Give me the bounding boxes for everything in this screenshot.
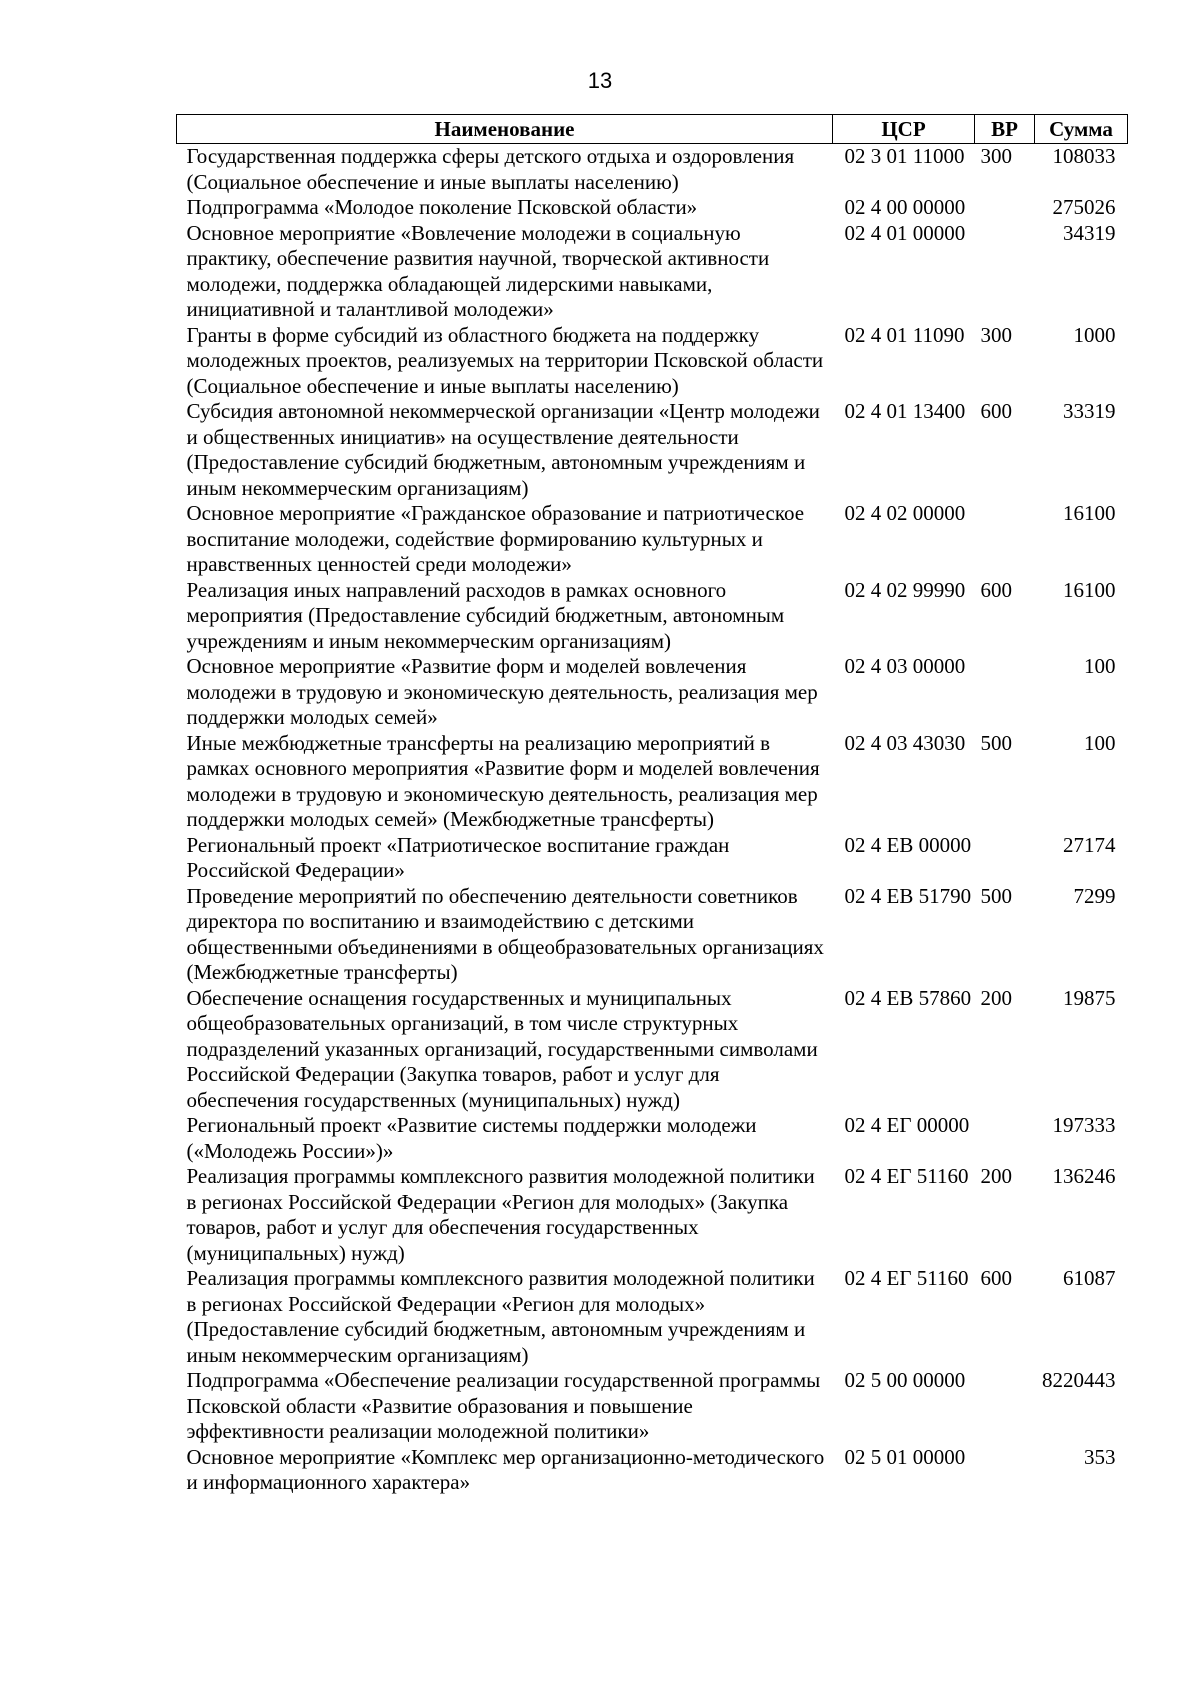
- table-row: [177, 323, 1128, 400]
- row-sum-cell: 136246: [1052, 1164, 1116, 1188]
- header-vr: ВР: [975, 115, 1035, 144]
- table-row: [177, 578, 1128, 655]
- row-code-cell: 02 4 ЕГ 00000: [844, 1113, 970, 1137]
- row-name-cell: Основное мероприятие «Вовлечение молодежи в социальную практику, обеспечение развития научной, творческой активности молодежи, поддержка обладающей лидерскими навыками, инициативной и талантливой молодежи»: [186, 220, 770, 321]
- row-vr-cell: 500: [980, 883, 1012, 908]
- row-code-cell: 02 5 00 00000: [844, 1368, 966, 1392]
- row-name-cell: Государственная поддержка сферы детского отдыха и оздоровления (Социальное обеспечение и иные выплаты населению): [186, 144, 795, 194]
- row-vr-cell: [975, 654, 1035, 731]
- row-name-cell: Реализация программы комплексного развития молодежной политики в регионах Российской Федерации «Регион для молодых» (Предоставление субсидий бюджетным, автономным учреждениям и иным некоммерческим организациям): [186, 1266, 815, 1367]
- row-code-cell: 02 3 01 11000: [844, 144, 965, 168]
- row-name-cell: Основное мероприятие «Комплекс мер организационно-методического и информационного характера»: [186, 1444, 825, 1494]
- row-sum-cell: 19875: [1063, 985, 1116, 1010]
- row-code-cell: 02 4 ЕГ 51160: [844, 1164, 969, 1188]
- row-name-cell: Проведение мероприятий по обеспечению деятельности советников директора по воспитанию и взаимодействию с детскими общественными объединениями в общеобразовательных организациях (Межбюджетные трансферты): [186, 883, 824, 984]
- row-sum-cell: 100: [1084, 654, 1116, 678]
- row-name-cell: Субсидия автономной некоммерческой организации «Центр молодежи и общественных инициатив» на осуществление деятельности (Предоставление субсидий бюджетным, автономным учреждениям и иным некоммерческим организациям): [186, 399, 820, 500]
- row-sum-cell: 100: [1084, 730, 1116, 755]
- row-vr-cell: [975, 1368, 1035, 1445]
- row-name-cell: Основное мероприятие «Развитие форм и моделей вовлечения молодежи в трудовую и экономическую деятельность, реализация мер поддержки молодых семей»: [186, 654, 818, 729]
- table-row: [177, 1113, 1128, 1164]
- row-name-cell: Региональный проект «Патриотическое воспитание граждан Российской Федерации»: [186, 832, 730, 882]
- table-row: [177, 1445, 1128, 1496]
- row-vr-cell: 600: [980, 399, 1012, 423]
- row-code-cell: 02 4 03 00000: [844, 654, 966, 678]
- row-name-cell: Реализация иных направлений расходов в рамках основного мероприятия (Предоставление субсидий бюджетным, автономным учреждениям и иным некоммерческим организациям): [186, 577, 785, 653]
- header-name: Наименование: [177, 115, 833, 144]
- table-row: [177, 1368, 1128, 1445]
- row-sum-cell: 7299: [1073, 883, 1116, 908]
- row-vr-cell: [975, 501, 1035, 578]
- table-row: [177, 1164, 1128, 1266]
- row-vr-cell: [975, 221, 1035, 323]
- row-code-cell: 02 4 00 00000: [844, 195, 966, 219]
- row-sum-cell: 1000: [1073, 322, 1116, 347]
- table-row: [177, 501, 1128, 578]
- table-row: [177, 221, 1128, 323]
- table-row: [177, 731, 1128, 833]
- row-sum-cell: 61087: [1063, 1266, 1116, 1290]
- table-header-row: [177, 115, 1128, 144]
- table-row: [177, 399, 1128, 501]
- table-row: [177, 654, 1128, 731]
- table-row: [177, 986, 1128, 1114]
- row-name-cell: Обеспечение оснащения государственных и муниципальных общеобразовательных организаций, в том числе структурных подразделений указанных организаций, государственными символами Российской Федерации (Закупка товаров, работ и услуг для обеспечения государственных (муниципальных) нужд): [186, 985, 818, 1112]
- row-name-cell: Гранты в форме субсидий из областного бюджета на поддержку молодежных проектов, реализуемых на территории Псковской области (Социальное обеспечение и иные выплаты населению): [186, 322, 824, 398]
- row-code-cell: 02 4 ЕВ 57860: [844, 985, 972, 1010]
- row-code-cell: 02 4 02 00000: [844, 501, 966, 525]
- row-sum-cell: 353: [1084, 1444, 1116, 1469]
- row-name-cell: Региональный проект «Развитие системы поддержки молодежи («Молодежь России»)»: [186, 1113, 757, 1163]
- row-sum-cell: 8220443: [1042, 1368, 1116, 1392]
- row-vr-cell: [975, 833, 1035, 884]
- table-row: [177, 833, 1128, 884]
- page-number: 13: [587, 68, 613, 93]
- row-name-cell: Основное мероприятие «Гражданское образование и патриотическое воспитание молодежи, содействие формированию культурных и нравственных ценностей среди молодежи»: [186, 501, 805, 576]
- row-vr-cell: 200: [980, 985, 1012, 1010]
- row-vr-cell: [975, 1113, 1035, 1164]
- row-sum-cell: 16100: [1063, 577, 1116, 602]
- row-name-cell: Подпрограмма «Молодое поколение Псковской области»: [186, 195, 698, 219]
- row-code-cell: 02 4 02 99990: [844, 577, 966, 602]
- row-vr-cell: 300: [980, 144, 1012, 168]
- row-code-cell: 02 5 01 00000: [844, 1444, 966, 1469]
- row-code-cell: 02 4 ЕВ 51790: [844, 883, 972, 908]
- row-sum-cell: 197333: [1052, 1113, 1116, 1137]
- budget-table: [176, 114, 1128, 1496]
- row-name-cell: Реализация программы комплексного развития молодежной политики в регионах Российской Федерации «Регион для молодых» (Закупка товаров, работ и услуг для обеспечения государственных (муниципальных) нужд): [186, 1164, 815, 1265]
- row-sum-cell: 33319: [1063, 399, 1116, 423]
- table-row: [177, 144, 1128, 196]
- row-code-cell: 02 4 ЕГ 51160: [844, 1266, 969, 1290]
- table-row: [177, 884, 1128, 986]
- row-code-cell: 02 4 01 00000: [844, 220, 966, 245]
- row-sum-cell: 16100: [1063, 501, 1116, 525]
- table-row: [177, 195, 1128, 221]
- row-vr-cell: [975, 195, 1035, 221]
- row-code-cell: 02 4 ЕВ 00000: [844, 832, 972, 857]
- row-name-cell: Иные межбюджетные трансферты на реализацию мероприятий в рамках основного мероприятия «Развитие форм и моделей вовлечения молодежи в трудовую и экономическую деятельность, реализация мер поддержки молодых семей» (Межбюджетные трансферты): [186, 730, 820, 831]
- row-code-cell: 02 4 03 43030: [844, 730, 966, 755]
- row-sum-cell: 27174: [1063, 832, 1116, 857]
- row-code-cell: 02 4 01 11090: [844, 322, 965, 347]
- row-vr-cell: 600: [980, 1266, 1012, 1290]
- row-sum-cell: 108033: [1052, 144, 1116, 168]
- row-vr-cell: 200: [980, 1164, 1012, 1188]
- row-code-cell: 02 4 01 13400: [844, 399, 966, 423]
- row-vr-cell: 300: [980, 322, 1012, 347]
- row-vr-cell: 500: [980, 730, 1012, 755]
- header-code: ЦСР: [833, 115, 975, 144]
- header-sum: Сумма: [1035, 115, 1128, 144]
- row-vr-cell: [975, 1445, 1035, 1496]
- row-name-cell: Подпрограмма «Обеспечение реализации государственной программы Псковской области «Развитие образования и повышение эффективности реализации молодежной политики»: [186, 1368, 821, 1443]
- row-vr-cell: 600: [980, 577, 1012, 602]
- table-body: [177, 144, 1128, 1496]
- row-sum-cell: 34319: [1063, 220, 1116, 245]
- row-sum-cell: 275026: [1052, 195, 1116, 219]
- table-row: [177, 1266, 1128, 1368]
